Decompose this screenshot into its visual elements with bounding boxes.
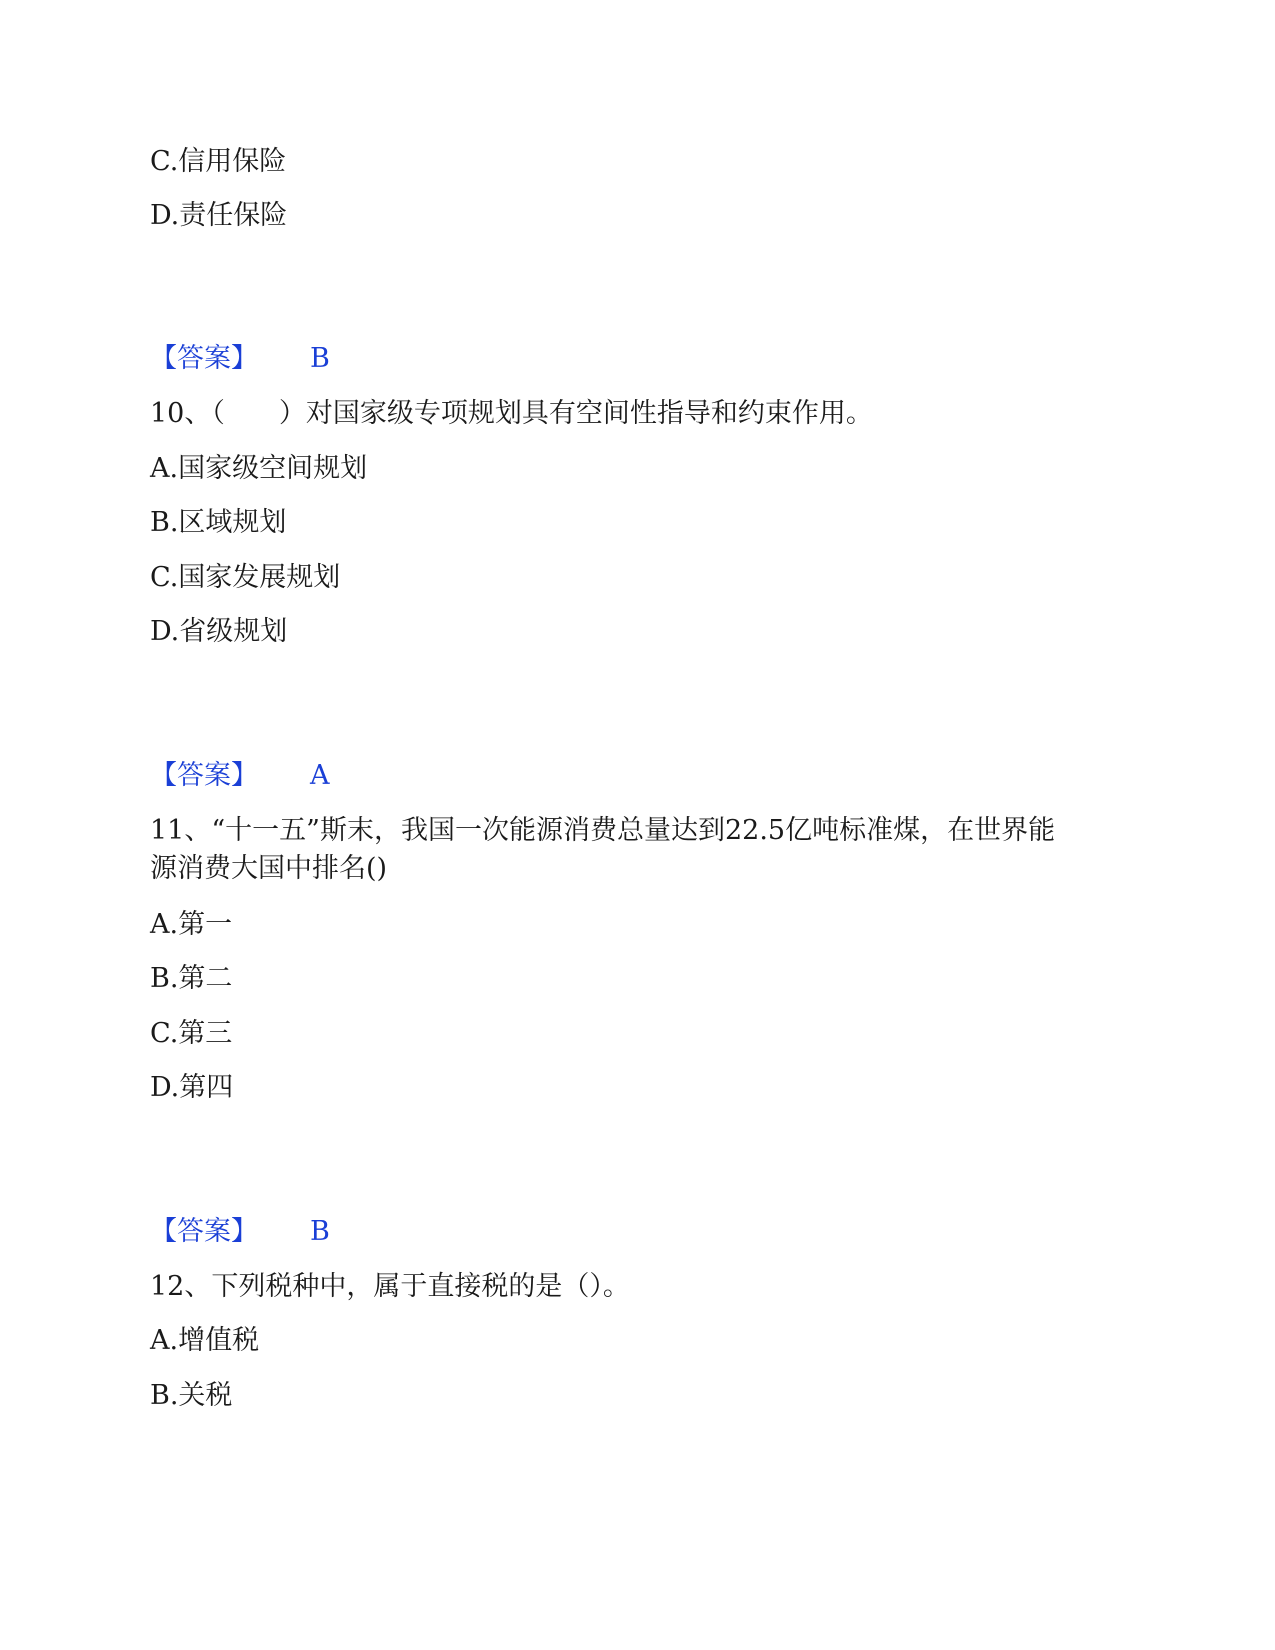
q12-option-a: A.增值税 xyxy=(150,1325,260,1356)
answer-line xyxy=(150,342,330,376)
q10-answer-line xyxy=(150,759,330,793)
q10-option-a: A.国家级空间规划 xyxy=(150,453,368,484)
q11-option-b: B.第二 xyxy=(150,963,233,994)
question-11-stem-line1: 11、“十一五”斯末，我国一次能源消费总量达到22.5亿吨标准煤，在世界能 xyxy=(150,815,1056,846)
question-11-stem-line2: 源消费大国中排名() xyxy=(150,853,388,884)
q12-option-b: B.关税 xyxy=(150,1380,233,1411)
answer-value: B xyxy=(310,343,330,374)
answer-value: B xyxy=(310,1216,330,1247)
q11-answer-line xyxy=(150,1215,330,1249)
answer-label: 【答案】 xyxy=(150,760,258,791)
answer-label: 【答案】 xyxy=(150,343,258,374)
q10-option-d: D.省级规划 xyxy=(150,616,288,647)
answer-value: A xyxy=(310,760,330,791)
q10-option-b: B.区域规划 xyxy=(150,507,287,538)
option-c: C.信用保险 xyxy=(150,146,287,177)
option-d: D.责任保险 xyxy=(150,200,288,231)
answer-label: 【答案】 xyxy=(150,1216,258,1247)
question-10-stem: 10、（ ）对国家级专项规划具有空间性指导和约束作用。 xyxy=(150,398,873,429)
q11-option-a: A.第一 xyxy=(150,909,233,940)
q11-option-c: C.第三 xyxy=(150,1018,233,1049)
q11-option-d: D.第四 xyxy=(150,1072,234,1103)
question-12-stem: 12、下列税种中，属于直接税的是（）。 xyxy=(150,1271,630,1302)
q10-option-c: C.国家发展规划 xyxy=(150,562,341,593)
